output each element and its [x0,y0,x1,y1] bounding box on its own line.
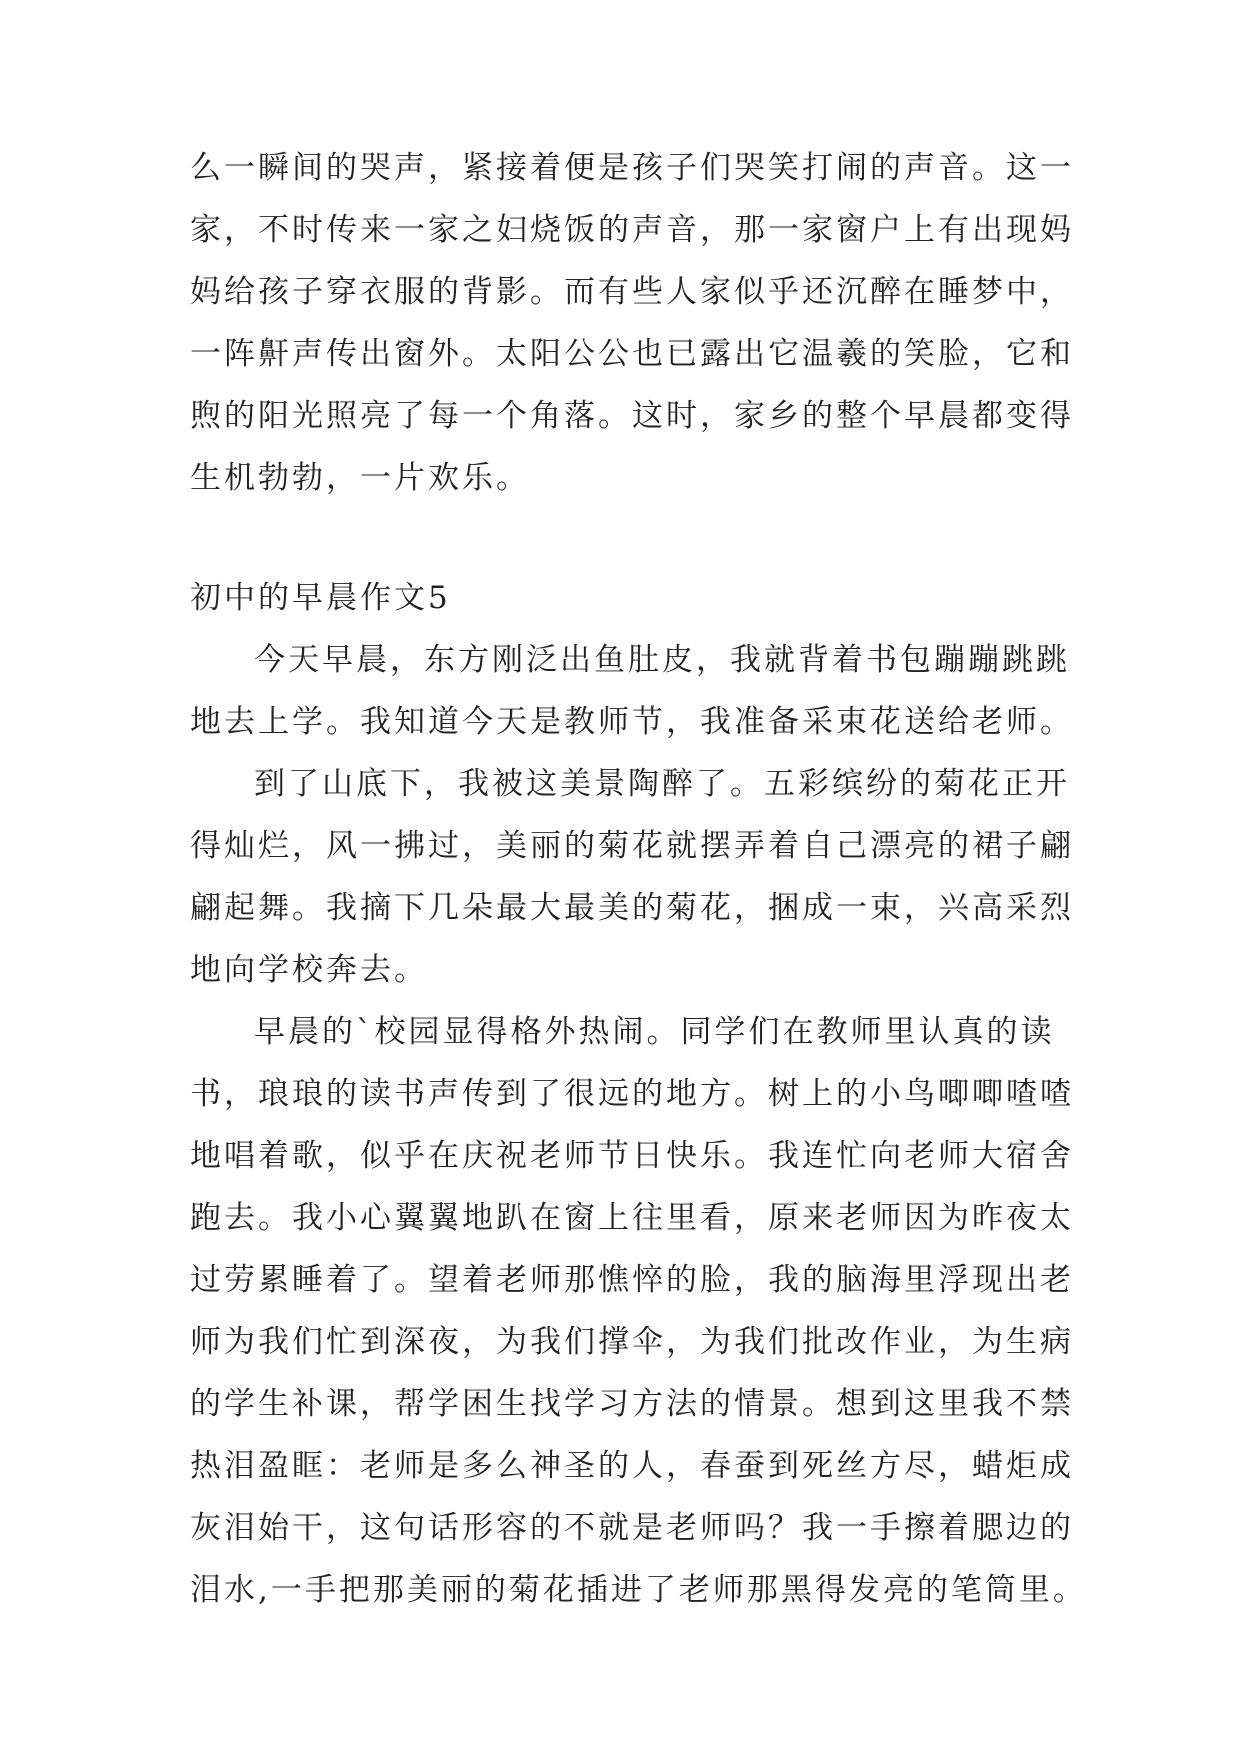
paragraph-line: 热泪盈眶：老师是多么神圣的人，春蚕到死丝方尽，蜡炬成 [190,1448,1074,1484]
text-line: 妈给孩子穿衣服的背影。而有些人家似乎还沉醉在睡梦中， [190,274,1074,310]
text-line: 家，不时传来一家之妇烧饭的声音，那一家窗户上有出现妈 [190,212,1074,248]
paragraph-line: 泪水,一手把那美丽的菊花插进了老师那黑得发亮的笔筒里。 [190,1572,1087,1608]
paragraph-line: 得灿烂，风一拂过，美丽的菊花就摆弄着自己漂亮的裙子翩 [190,828,1074,864]
section-title: 初中的早晨作文5 [190,580,451,616]
paragraph-line: 地去上学。我知道今天是教师节，我准备采束花送给老师。 [190,704,1074,740]
paragraph-line: 地向学校奔去。 [190,952,428,988]
paragraph-line: 跑去。我小心翼翼地趴在窗上往里看，原来老师因为昨夜太 [190,1200,1074,1236]
text-line: 煦的阳光照亮了每一个角落。这时，家乡的整个早晨都变得 [190,398,1074,434]
paragraph-line: 早晨的`校园显得格外热闹。同学们在教师里认真的读 [254,1014,1055,1050]
paragraph-line: 过劳累睡着了。望着老师那憔悴的脸，我的脑海里浮现出老 [190,1262,1074,1298]
paragraph-line: 书，琅琅的读书声传到了很远的地方。树上的小鸟唧唧喳喳 [190,1076,1074,1112]
paragraph-line: 今天早晨，东方刚泛出鱼肚皮，我就背着书包蹦蹦跳跳 [254,642,1070,678]
text-line: 生机勃勃，一片欢乐。 [190,460,530,496]
paragraph-line: 到了山底下，我被这美景陶醉了。五彩缤纷的菊花正开 [254,766,1070,802]
text-line: 一阵鼾声传出窗外。太阳公公也已露出它温羲的笑脸，它和 [190,336,1074,372]
paragraph-line: 的学生补课，帮学困生找学习方法的情景。想到这里我不禁 [190,1386,1074,1422]
paragraph-line: 翩起舞。我摘下几朵最大最美的菊花，捆成一束，兴高采烈 [190,890,1074,926]
text-line: 么一瞬间的哭声，紧接着便是孩子们哭笑打闹的声音。这一 [190,150,1074,186]
paragraph-line: 师为我们忙到深夜，为我们撑伞，为我们批改作业，为生病 [190,1324,1074,1360]
paragraph-line: 灰泪始干，这句话形容的不就是老师吗？我一手擦着腮边的 [190,1510,1074,1546]
paragraph-line: 地唱着歌，似乎在庆祝老师节日快乐。我连忙向老师大宿舍 [190,1138,1074,1174]
